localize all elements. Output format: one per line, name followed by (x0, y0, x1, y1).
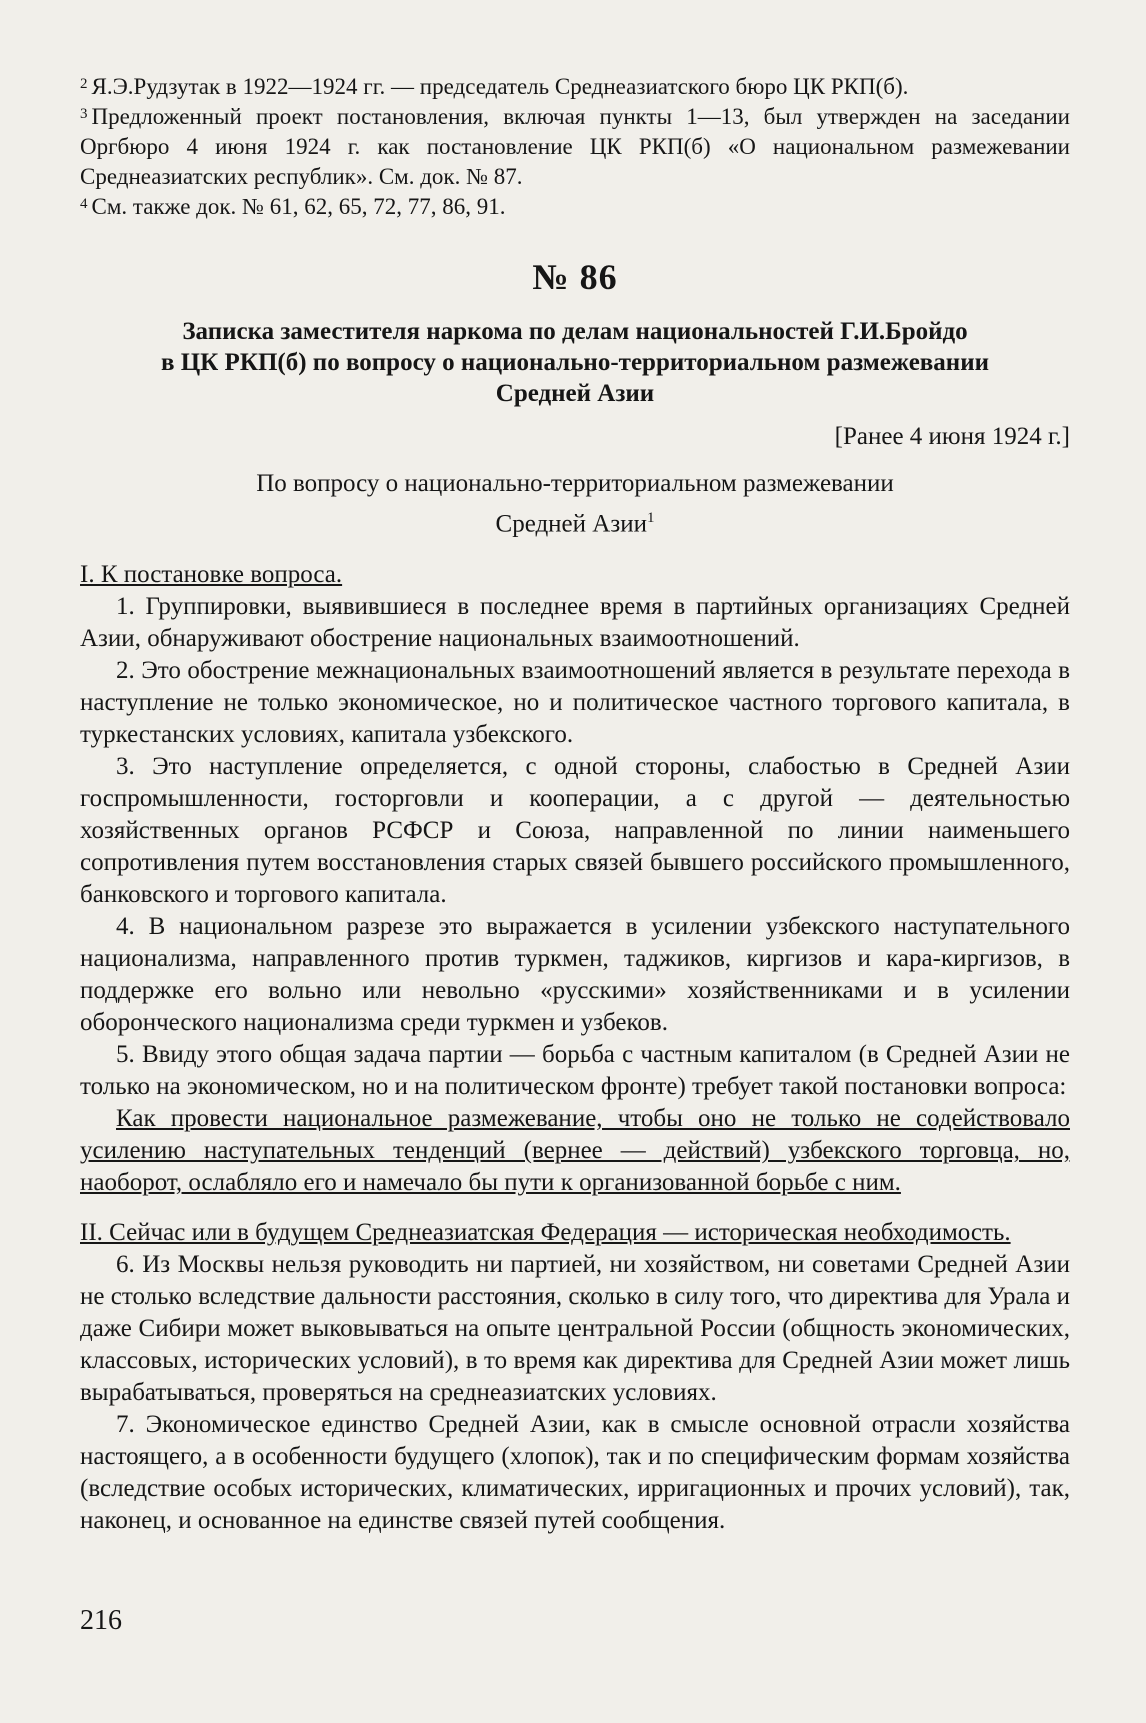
document-number: № 86 (532, 257, 618, 297)
paragraph: 2. Это обострение межнациональных взаимоотношений является в результате перехода в наступление не только экономическое, но и политическое частного торгового капитала, в туркестанских условиях, капитала узбекского. (80, 657, 1070, 749)
section-heading-1: I. К постановке вопроса. (80, 561, 343, 589)
subtitle-line: По вопросу о национально-территориальном размежевании (256, 470, 894, 497)
footnote-2: $^2$ Я.Э.Рудзутак в 1922—1924 гг. — председатель Среднеазиатского бюро ЦК РКП(б). (80, 74, 909, 99)
title-line: Записка заместителя наркома по делам национальностей Г.И.Бройдо (182, 318, 968, 345)
footnote-3: $^3$ Предложенный проект постановления, включая пункты 1—13, был утвержден на заседании Оргбюро 4 июня 1924 г. как постановление ЦК РКП(б) «О национальном размежевании Среднеазиатских республик». См. док. № 87. (80, 104, 1070, 189)
paragraph: 4. В национальном разрезе это выражается в усилении узбекского наступательного национализма, направленного против туркмен, таджиков, киргизов и кара-киргизов, в поддержке его вольно или невольно «русскими» хозяйственниками и в усилении оборонческого национализма среди туркмен и узбеков. (80, 913, 1070, 1037)
footnotes (80, 72, 1070, 222)
underlined-question: Как провести национальное размежевание, чтобы оно не только не содействовало усилению наступательных тенденций (вернее — действий) узбекского торговца, но, наоборот, ослабляло его и намечало бы пути к организованной борьбе с ним. (80, 1105, 1070, 1197)
page-content (80, 72, 1070, 1537)
section-heading-2: II. Сейчас или в будущем Среднеазиатская Федерация — историческая необходимость. (80, 1219, 1011, 1247)
title-line: в ЦК РКП(б) по вопросу о национально-территориальном размежевании (160, 349, 990, 376)
paragraph: 6. Из Москвы нельзя руководить ни партией, ни хозяйством, ни советами Средней Азии не столько вследствие дальности расстояния, сколько в силу того, что директива для Урала и даже Сибири может выковываться на опыте центральной России (общность экономических, классовых, исторических условий), в то время как директива для Средней Азии может лишь вырабатываться, проверяться на среднеазиатских условиях. (80, 1251, 1070, 1407)
footnote-4: $^4$ См. также док. № 61, 62, 65, 72, 77, 86, 91. (80, 194, 506, 219)
paragraph: 1. Группировки, выявившиеся в последнее время в партийных организациях Средней Азии, обнаруживают обострение национальных взаимоотношений. (80, 593, 1070, 653)
title-line: Средней Азии (495, 380, 655, 407)
subtitle-line: Средней Азии$^1$ (495, 510, 655, 538)
paragraph: 7. Экономическое единство Средней Азии, как в смысле основной отрасли хозяйства настоящего, а в особенности будущего (хлопок), так и по специфическим формам хозяйства (вследствие особых исторических, климатических, ирригационных и прочих условий), так, наконец, и основанное на единстве связей путей сообщения. (80, 1411, 1070, 1535)
paragraph: 3. Это наступление определяется, с одной стороны, слабостью в Средней Азии госпромышленности, госторговли и кооперации, а с другой — деятельностью хозяйственных органов РСФСР и Союза, направленной по линии наименьшего сопротивления путем восстановления старых связей бывшего российского промышленного, банковского и торгового капитала. (80, 753, 1070, 909)
paragraph: 5. Ввиду этого общая задача партии — борьба с частным капиталом (в Средней Азии не только на экономическом, но и на политическом фронте) требует такой постановки вопроса: (80, 1041, 1070, 1101)
document-title (80, 316, 1070, 409)
page-number: 216 (80, 1605, 122, 1636)
document-date: [Ранее 4 июня 1924 г.] (834, 423, 1070, 450)
subtitle-footnote-ref: 1 (646, 510, 655, 526)
